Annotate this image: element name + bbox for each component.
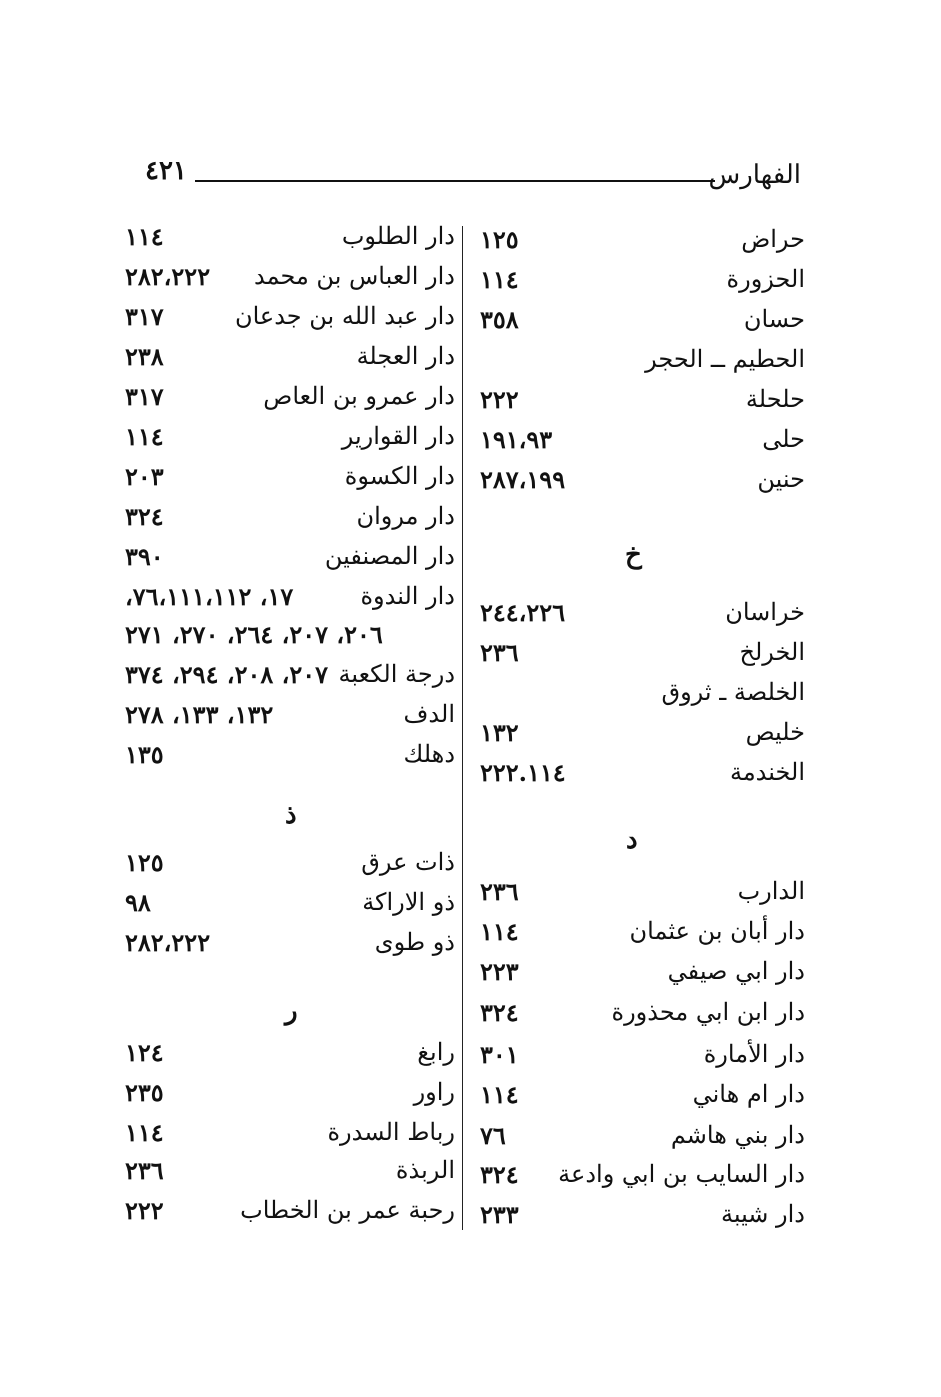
entry-pages: ١١٤	[480, 1080, 519, 1109]
entry-name: حنين	[757, 465, 805, 493]
entry-name: رحبة عمر بن الخطاب	[240, 1196, 455, 1224]
column-divider	[462, 226, 463, 1230]
entry-pages: ٩٨	[125, 888, 151, 917]
index-entry	[125, 502, 455, 538]
entry-name: دار أبان بن عثمان	[629, 917, 805, 945]
entry-name: دار الأمارة	[703, 1040, 805, 1068]
entry-name: رابغ	[417, 1038, 455, 1066]
index-entry	[125, 928, 455, 964]
entry-name: دار المصنفين	[324, 542, 455, 570]
section-letter: ر	[285, 996, 298, 1026]
entry-pages: ٢٤٤،٢٢٦	[480, 598, 566, 627]
entry-name: حلى	[762, 425, 805, 453]
index-entry	[480, 998, 805, 1034]
index-entry	[480, 877, 805, 913]
index-entry	[480, 225, 805, 261]
index-entry	[125, 582, 455, 618]
entry-name: دار العباس بن محمد	[253, 262, 455, 290]
entry-pages: ١١٤	[125, 1118, 164, 1147]
entry-name: رباط السدرة	[327, 1118, 455, 1146]
index-entry	[125, 462, 455, 498]
entry-name: ذو الاراكة	[362, 888, 455, 916]
index-entry	[480, 1200, 805, 1236]
index-entry	[125, 888, 455, 924]
index-entry	[480, 1160, 805, 1196]
index-entry	[125, 262, 455, 298]
entry-name: دار الكسوة	[344, 462, 455, 490]
entry-name: الربذة	[395, 1156, 455, 1184]
index-entry	[125, 1156, 455, 1192]
entry-name: الخلصة ـ ثروق	[661, 678, 805, 706]
entry-name: دار عمرو بن العاص	[263, 382, 455, 410]
entry-pages: ٧٦	[480, 1121, 506, 1150]
entry-pages: ١٢٥	[480, 225, 519, 254]
index-entry	[125, 422, 455, 458]
entry-pages: ٢٢٢.١١٤	[480, 758, 566, 787]
index-entry	[480, 1040, 805, 1076]
entry-pages: ١١٤	[480, 265, 519, 294]
entry-name: راور	[413, 1078, 455, 1106]
index-entry	[480, 678, 805, 714]
entry-pages: ٢٢٢	[480, 385, 519, 414]
index-entry	[480, 425, 805, 461]
entry-name: درجة الكعبة	[338, 660, 455, 688]
entry-name: دهلك	[403, 740, 455, 768]
entry-pages: ١٣٢	[480, 718, 519, 747]
entry-pages: ٢٠٧، ٢٠٨، ٢٩٤، ٣٧٤	[125, 660, 329, 689]
entry-pages: ٢٣٨	[125, 342, 164, 371]
index-entry	[125, 1078, 455, 1114]
entry-name: الخندمة	[729, 758, 805, 786]
index-entry	[125, 342, 455, 378]
index-entry	[125, 1196, 455, 1232]
entry-name: حراض	[741, 225, 805, 253]
entry-name: دار الندوة	[360, 582, 455, 610]
entry-name: دار شيبة	[720, 1200, 805, 1228]
entry-pages: ٣٠١	[480, 1040, 519, 1069]
index-entry	[480, 465, 805, 501]
index-entry	[125, 660, 455, 696]
entry-pages: ١٣٢، ١٣٣، ٢٧٨	[125, 700, 274, 729]
index-entry	[480, 345, 805, 381]
section-letter: د	[626, 825, 638, 855]
index-entry	[125, 1038, 455, 1074]
index-entry	[125, 848, 455, 884]
entry-name: دار ابي صيفي	[667, 957, 805, 985]
entry-name: دار السايب بن ابي وادعة	[558, 1160, 805, 1188]
index-entry	[125, 700, 455, 736]
entry-name: الدف	[403, 700, 455, 728]
entry-pages: ٢٨٢،٢٢٢	[125, 262, 211, 291]
entry-pages: ٢٣٦	[125, 1156, 164, 1185]
entry-name: حسان	[743, 305, 805, 333]
entry-pages: ٣١٧	[125, 382, 164, 411]
entry-pages: ١١٤	[125, 422, 164, 451]
entry-name: خليص	[745, 718, 805, 746]
entry-name: دار بني هاشم	[670, 1121, 805, 1149]
section-letter: خ	[625, 540, 642, 570]
index-entry	[480, 305, 805, 341]
entry-pages: ١٩١،٩٣	[480, 425, 553, 454]
entry-name: دار القوارير	[341, 422, 455, 450]
entry-pages: ١٣٥	[125, 740, 164, 769]
page-number: ٤٢١	[145, 156, 187, 186]
entry-name: دار العجلة	[356, 342, 455, 370]
entry-name: دار ابن ابي محذورة	[611, 998, 805, 1026]
entry-pages: ٢٨٧،١٩٩	[480, 465, 566, 494]
entry-name: دار ام هاني	[692, 1080, 805, 1108]
entry-pages: ٣٢٤	[125, 502, 164, 531]
index-entry	[480, 638, 805, 674]
entry-name: ذات عرق	[361, 848, 455, 876]
index-entry	[125, 542, 455, 578]
entry-pages: ٢٣٦	[480, 638, 519, 667]
index-entry	[480, 718, 805, 754]
index-entry	[125, 620, 455, 656]
entry-pages: ٢٨٢،٢٢٢	[125, 928, 211, 957]
index-entry	[480, 957, 805, 993]
entry-name: الدارب	[737, 877, 805, 905]
entry-pages: ١٢٤	[125, 1038, 164, 1067]
entry-pages: ٣٥٨	[480, 305, 519, 334]
index-entry	[125, 302, 455, 338]
entry-pages: ٣٢٤	[480, 998, 519, 1027]
header-rule	[195, 180, 715, 182]
entry-name: دار مروان	[356, 502, 455, 530]
entry-pages: ٣١٧	[125, 302, 164, 331]
entry-name: حلحلة	[745, 385, 805, 413]
entry-pages: ٢٣٣	[480, 1200, 519, 1229]
entry-pages: ١١٤	[480, 917, 519, 946]
entry-pages: ٢٢٣	[480, 957, 519, 986]
index-entry	[480, 917, 805, 953]
header-title: الفهارس	[708, 160, 801, 190]
entry-name: ذو طوى	[374, 928, 455, 956]
entry-pages: ٢٢٢	[125, 1196, 164, 1225]
index-entry	[480, 265, 805, 301]
index-entry	[480, 758, 805, 794]
entry-pages: ٣٩٠	[125, 542, 164, 571]
entry-pages: ١١٤	[125, 222, 164, 251]
entry-pages: ٢٣٦	[480, 877, 519, 906]
index-entry	[125, 222, 455, 258]
entry-name: خراسان	[725, 598, 805, 626]
entry-name: الحطيم ــ الحجر	[645, 345, 805, 373]
entry-name: دار عبد الله بن جدعان	[234, 302, 455, 330]
index-entry	[480, 1121, 805, 1157]
entry-pages: ٣٢٤	[480, 1160, 519, 1189]
entry-pages: ٢٣٥	[125, 1078, 164, 1107]
entry-pages: ٢٠٣	[125, 462, 164, 491]
index-entry	[125, 382, 455, 418]
entry-pages: ١٢٥	[125, 848, 164, 877]
entry-name: الحزورة	[726, 265, 805, 293]
entry-name: الخرلخ	[739, 638, 805, 666]
entry-pages: ١٧، ٧٦،١١١،١١٢،	[125, 582, 294, 611]
index-entry	[480, 598, 805, 634]
section-letter: ذ	[285, 800, 297, 830]
entry-name: دار الطلوب	[341, 222, 455, 250]
entry-pages: ٢٠٦، ٢٠٧، ٢٦٤، ٢٧٠، ٢٧١	[125, 620, 383, 649]
index-entry	[125, 1118, 455, 1154]
index-entry	[480, 1080, 805, 1116]
index-entry	[480, 385, 805, 421]
index-entry	[125, 740, 455, 776]
